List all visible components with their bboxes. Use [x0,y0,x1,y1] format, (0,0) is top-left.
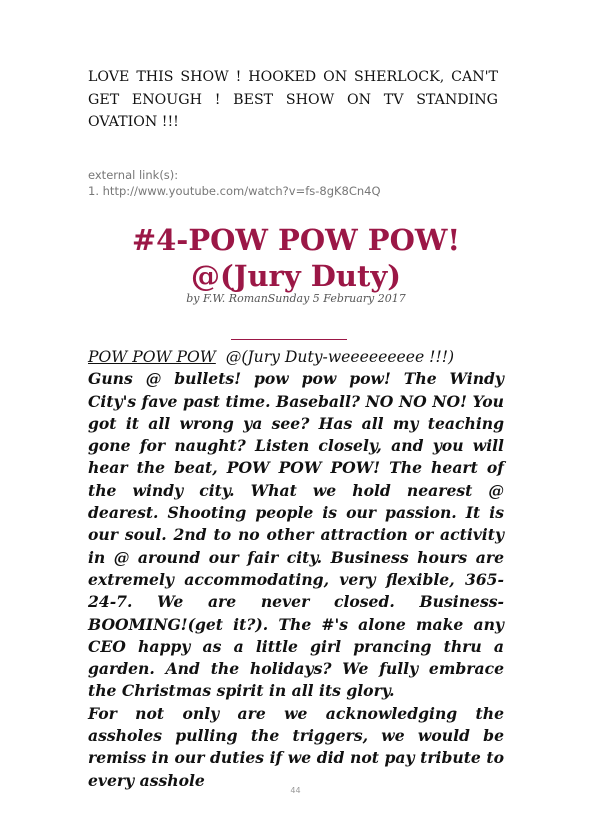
article-paragraph: Guns @ bullets! pow pow pow! The Windy City's fave past time. Baseball? NO NO NO! You got it all wrong ya see? Has all my teaching gone for naught? Listen closely, and you will hear the beat, POW POW POW! The heart of the windy city. What we hold nearest @ dearest. Shooting people is our passion. It is our soul. 2nd to no other attraction or activity in @ around our fair city. Business hours are extremely accommodating, very flexible, 365-24-7. We are never closed. Business-BOOMING!(get it?). The #'s alone make any CEO happy as a little girl prancing thru a garden. And the holidays? We fully embrace the Christmas spirit in all its glory. [88,369,504,701]
article-paragraph-2: For not only are we acknowledging the assholes pulling the triggers, we would be remiss in our duties if we did not pay tribute to every asshole [88,703,504,790]
separator-line [231,339,347,340]
article-body [88,346,504,792]
external-links [88,167,508,199]
article-title: #4-POW POW POW! @(Jury Duty) [131,223,461,293]
external-link-item [88,183,508,199]
lead-rest: @(Jury Duty-weeeeeeeee !!!) [215,348,455,366]
lead-link[interactable]: POW POW POW [88,348,216,366]
page-number: 44 [290,786,301,795]
external-links-label: external link(s): [88,168,179,182]
article-lead [88,346,504,368]
intro-comment: LOVE THIS SHOW ! HOOKED ON SHERLOCK, CAN'T GET ENOUGH ! BEST SHOW ON TV STANDING OVATION !!! [88,69,498,130]
external-link-url[interactable]: http://www.youtube.com/watch?v=fs-8gK8Cn4Q [102,184,381,198]
article-byline: by F.W. RomanSunday 5 February 2017 [186,292,406,305]
external-link-number: 1. [88,184,99,198]
